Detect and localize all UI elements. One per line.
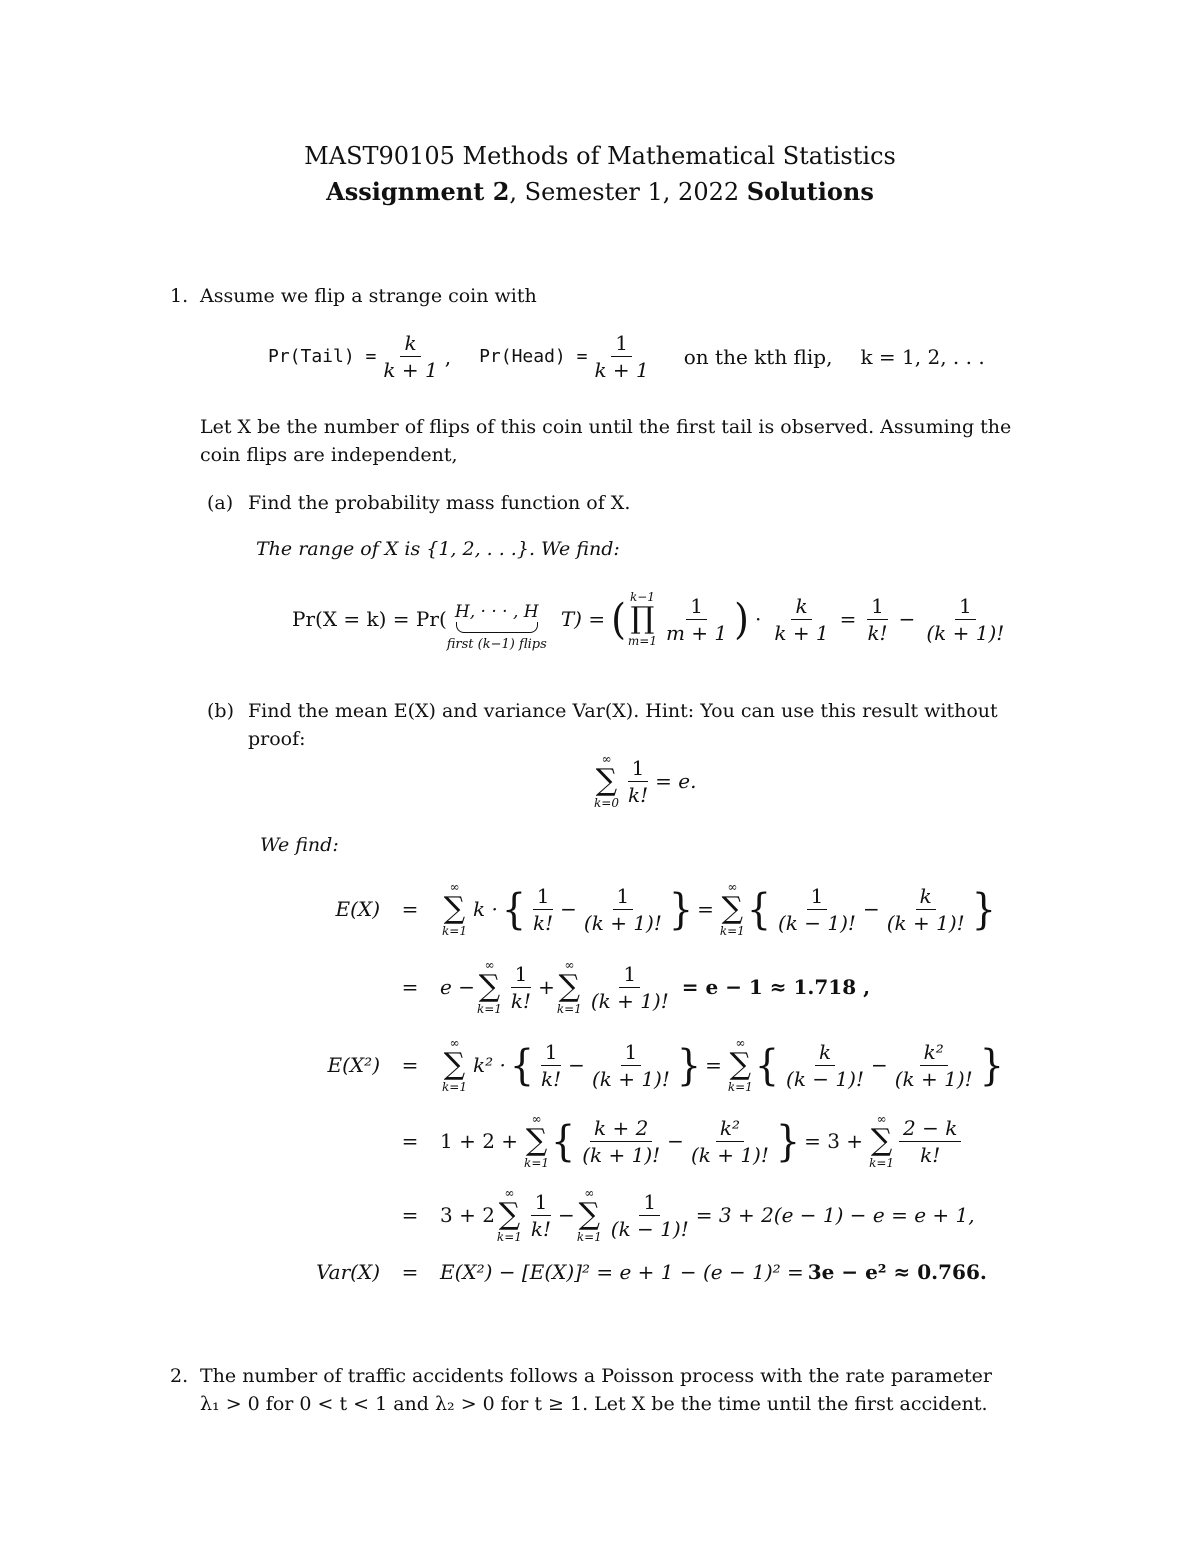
part-a-label: (a) bbox=[207, 492, 234, 514]
tail-fraction bbox=[379, 330, 441, 383]
q2-line2: λ₁ > 0 for 0 < t < 1 and λ₂ > 0 for t ≥ 1. Let X be the time until the first accident. bbox=[200, 1393, 988, 1415]
part-b-question-line2: proof: bbox=[248, 728, 306, 750]
hint-num: 1 bbox=[628, 755, 649, 782]
r1-den: k! bbox=[867, 620, 888, 645]
hint-lower: k=0 bbox=[594, 796, 619, 810]
var-line: Var(X) = E(X²) − [E(X)]² = e + 1 − (e − 1)² = 3e − e² ≈ 0.766. bbox=[280, 1260, 987, 1284]
product-symbol: k−1 ∏ m=1 bbox=[627, 590, 657, 648]
ex-e-minus: e − bbox=[440, 975, 475, 999]
on-kth-flip: on the kth flip, bbox=[683, 344, 833, 369]
var-rhs: E(X²) − [E(X)]² = e + 1 − (e − 1)² = bbox=[440, 1260, 804, 1284]
first-flips-label: first (k−1) flips bbox=[446, 637, 547, 652]
course-title: MAST90105 Methods of Mathematical Statistics bbox=[304, 142, 896, 170]
r1-num: 1 bbox=[867, 593, 888, 620]
ex2-result: = 3 + 2(e − 1) − e = e + 1, bbox=[695, 1203, 975, 1227]
q1-number: 1. bbox=[170, 285, 189, 307]
product-fraction bbox=[662, 593, 731, 646]
q1-let-line1: Let X be the number of flips of this coin until the first tail is observed. Assuming the bbox=[200, 416, 1012, 438]
product-upper: k−1 bbox=[629, 590, 655, 604]
hint-fraction bbox=[624, 755, 652, 808]
product-num: 1 bbox=[686, 593, 707, 620]
r2-den: (k + 1)! bbox=[926, 620, 1005, 645]
ex-line-1: E(X) = ∞ ∑ k=1 k · { $\frac{1}{k!}$ − $\frac{1}{(k + 1)!}$ } = ∞ ∑ k=1 { $\frac{1}{(k - 1)!}$ − $\frac{k}{(k + 1)!}$ } bbox=[280, 880, 996, 938]
pr-tail-label: Pr(Tail) = bbox=[268, 346, 377, 367]
hint-rhs: = e. bbox=[655, 769, 697, 793]
var-result: 3e − e² ≈ 0.766. bbox=[807, 1260, 987, 1284]
ex2-line-1: E(X²) = ∞ ∑ k=1 k² · { $\frac{1}{k!}$ − $\frac{1}{(k + 1)!}$ } = ∞ ∑ k=1 { $\frac{k}{(k - 1)!}$ − $\frac{\text{k²}}{(k + 1)!}$ } bbox=[280, 1036, 1004, 1094]
result-frac-1 bbox=[863, 593, 891, 646]
k-fraction bbox=[770, 593, 832, 646]
we-find-label: We find: bbox=[260, 834, 339, 856]
q2-number: 2. bbox=[170, 1365, 189, 1387]
q1-let-line2: coin flips are independent, bbox=[200, 444, 458, 466]
head-num: 1 bbox=[611, 330, 632, 357]
ex-lhs: E(X) bbox=[335, 897, 380, 921]
head-fraction bbox=[590, 330, 652, 383]
product-den: m + 1 bbox=[665, 620, 728, 645]
k-den: k + 1 bbox=[774, 620, 829, 645]
ex2-lhs: E(X²) bbox=[327, 1053, 380, 1077]
tail-num: k bbox=[400, 330, 420, 357]
pmf-equation: Pr(X = k) = Pr( H, · · · , H first (k−1) flips T) = ( k−1 ∏ m=1 $\frac{1}{m + 1}$ ) · $\frac{k}{k + 1}$ = $\frac{1}{k!}$ − $\frac{1}{(k + 1)!}$ bbox=[292, 586, 1011, 652]
r2-num: 1 bbox=[955, 593, 976, 620]
first-flips-underbrace bbox=[447, 602, 547, 652]
tail-den: k + 1 bbox=[383, 358, 438, 382]
semester-label: , Semester 1, 2022 bbox=[509, 178, 747, 206]
heads-sequence: H, · · · , H bbox=[454, 602, 539, 622]
part-b-label: (b) bbox=[207, 700, 234, 722]
head-den: k + 1 bbox=[594, 358, 649, 382]
hint-equation bbox=[592, 752, 696, 810]
ex-eq: = bbox=[401, 897, 419, 921]
ex2-line-3: = 3 + 2 ∞ ∑ k=1 $\frac{1}{k!}$ − ∞ ∑ k=1 $\frac{1}{(k - 1)!}$ = 3 + 2(e − 1) − e = e + 1, bbox=[401, 1186, 975, 1244]
pmf-lhs: Pr(X = k) = Pr( bbox=[292, 607, 447, 631]
part-b-question-line1: Find the mean E(X) and variance Var(X). Hint: You can use this result without bbox=[248, 700, 998, 722]
ex2-line-2: = 1 + 2 + ∞ ∑ k=1 { $\frac{k + 2}{(k + 1)!}$ − $\frac{\text{k²}}{(k + 1)!}$ } = 3 + ∞ ∑ k=1 $\frac{2 - k}{k!}$ bbox=[280, 1112, 964, 1170]
pr-head-label: Pr(Head) = bbox=[479, 346, 588, 367]
part-a-question: Find the probability mass function of X. bbox=[248, 492, 631, 514]
ex-result: = e − 1 ≈ 1.718 , bbox=[681, 975, 871, 999]
hint-sum: ∞ ∑ k=0 bbox=[594, 752, 619, 810]
assignment-label: Assignment 2 bbox=[326, 177, 510, 206]
product-lower: m=1 bbox=[627, 634, 657, 648]
tail-term: T) = bbox=[560, 607, 606, 631]
hint-upper: ∞ bbox=[601, 752, 612, 766]
hint-den: k! bbox=[627, 782, 649, 807]
var-lhs: Var(X) bbox=[316, 1260, 380, 1284]
q1-intro: Assume we flip a strange coin with bbox=[200, 285, 537, 307]
result-frac-2 bbox=[922, 593, 1008, 646]
part-a-solution-intro: The range of X is {1, 2, . . .}. We find: bbox=[256, 538, 620, 560]
solutions-label: Solutions bbox=[746, 177, 874, 206]
q2-line1: The number of traffic accidents follows a Poisson process with the rate parameter bbox=[200, 1365, 992, 1387]
k-range: k = 1, 2, . . . bbox=[860, 344, 985, 369]
k-num: k bbox=[791, 593, 811, 620]
ex-line-2: = e − ∞ ∑ k=1 $\frac{1}{k!}$ + ∞ ∑ k=1 $\frac{1}{(k + 1)!}$ = e − 1 ≈ 1.718 , bbox=[401, 958, 871, 1016]
assignment-title bbox=[0, 177, 1200, 206]
coin-probability-equation: Pr(Tail) = $\frac{k}{k + 1}$ , Pr(Head) = $\frac{1}{k + 1}$ on the kth flip, k = 1, 2, . . . bbox=[268, 331, 985, 382]
